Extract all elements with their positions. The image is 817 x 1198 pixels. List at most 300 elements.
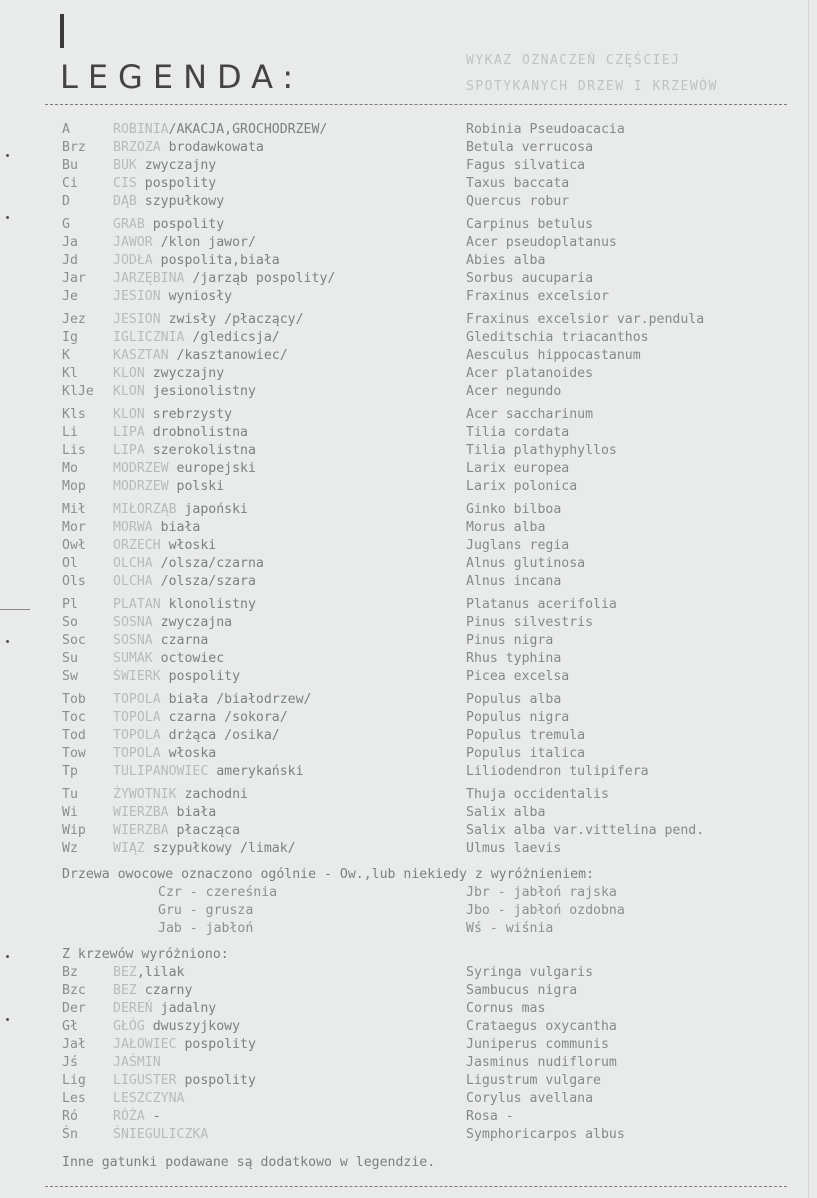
entry-abbreviation: Wz	[62, 841, 78, 856]
entry-polish-name	[113, 139, 264, 157]
entry-latin-name: Acer negundo	[466, 384, 562, 399]
entry-polish-name	[113, 668, 240, 686]
legend-entry	[0, 555, 817, 573]
entry-polish-name	[113, 501, 248, 519]
entry-polish-name	[113, 175, 216, 193]
entry-abbreviation: Les	[62, 1091, 86, 1106]
entry-latin-name: Jasminus nudiflorum	[466, 1055, 617, 1070]
entry-polish-name	[113, 709, 288, 727]
entry-polish-descriptor: pospolity	[144, 217, 225, 232]
entry-polish-name	[113, 596, 256, 614]
legend-entry	[0, 537, 817, 555]
entry-polish-name	[113, 650, 224, 668]
entry-abbreviation: Ró	[62, 1109, 78, 1124]
entry-polish-descriptor: włoski	[160, 538, 217, 553]
legend-entry	[0, 614, 817, 632]
entry-polish-genus: KLON	[113, 366, 145, 381]
entry-polish-genus: GŁÓG	[113, 1019, 145, 1034]
entry-polish-descriptor: /gledicsja/	[184, 330, 280, 345]
entry-abbreviation: Śn	[62, 1127, 78, 1142]
entry-abbreviation: G	[62, 217, 70, 232]
entry-polish-genus: SOSNA	[113, 615, 153, 630]
entry-polish-name	[113, 424, 248, 442]
entry-polish-name	[113, 347, 288, 365]
entry-abbreviation: Ci	[62, 176, 78, 191]
legend-entry	[0, 252, 817, 270]
entry-latin-name: Fraxinus excelsior var.pendula	[466, 312, 705, 327]
entry-abbreviation: Su	[62, 651, 78, 666]
entry-abbreviation: Sw	[62, 669, 78, 684]
entry-polish-genus: OLCHA	[113, 574, 153, 589]
entry-abbreviation: Bzc	[62, 983, 86, 998]
entry-polish-descriptor: drobnolistna	[144, 425, 248, 440]
legend-entry	[0, 193, 817, 211]
entry-abbreviation: Jał	[62, 1037, 86, 1052]
entry-abbreviation: Kls	[62, 407, 86, 422]
entry-polish-name	[113, 614, 232, 632]
entry-polish-descriptor: wyniosły	[160, 289, 233, 304]
legend-entry	[0, 1018, 817, 1036]
entry-polish-name	[113, 555, 264, 573]
entry-polish-descriptor: włoska	[160, 746, 217, 761]
entry-polish-genus: JODŁA	[113, 253, 153, 268]
entry-polish-descriptor: jadalny	[152, 1001, 217, 1016]
legend-entry	[0, 1090, 817, 1108]
entry-polish-name	[113, 442, 256, 460]
entry-polish-genus: WIERZBA	[113, 823, 169, 838]
entry-latin-name: Larix polonica	[466, 479, 578, 494]
legend-entry	[0, 1036, 817, 1054]
entry-polish-name	[113, 193, 224, 211]
entry-polish-name	[113, 270, 335, 288]
entry-latin-name: Abies alba	[466, 253, 546, 268]
entry-abbreviation: Ig	[62, 330, 78, 345]
entry-polish-genus: OLCHA	[113, 556, 153, 571]
legend-entry	[0, 786, 817, 804]
entry-polish-descriptor: japoński	[176, 502, 248, 517]
legend-entry	[0, 519, 817, 537]
legend-entry	[0, 691, 817, 709]
entry-latin-name: Ligustrum vulgare	[466, 1073, 601, 1088]
entry-abbreviation: Lig	[62, 1073, 86, 1088]
entry-polish-genus: LIPA	[113, 443, 145, 458]
legend-entry	[0, 763, 817, 781]
entry-abbreviation: Jd	[62, 253, 78, 268]
section-number	[60, 14, 64, 48]
entry-polish-descriptor: ,lilak	[136, 965, 185, 980]
entry-polish-descriptor: zwyczajna	[152, 615, 233, 630]
entry-polish-name	[113, 1018, 240, 1036]
shrubs-heading: Z krzewów wyróżniono:	[62, 947, 229, 962]
entry-polish-genus: WIERZBA	[113, 805, 169, 820]
entry-abbreviation: Wi	[62, 805, 78, 820]
entry-latin-name: Picea excelsa	[466, 669, 570, 684]
entry-polish-descriptor: /olsza/szara	[152, 574, 256, 589]
entry-polish-descriptor: szypułkowy	[136, 194, 225, 209]
fruit-left-item: Jab - jabłoń	[158, 921, 254, 936]
entry-abbreviation: Jś	[62, 1055, 78, 1070]
legend-title: LEGENDA:	[60, 58, 304, 96]
entry-polish-descriptor: brodawkowata	[160, 140, 264, 155]
entry-polish-descriptor: pospolity	[136, 176, 217, 191]
entry-latin-name: Cornus mas	[466, 1001, 546, 1016]
entry-polish-name	[113, 478, 224, 496]
entry-polish-descriptor: europejski	[168, 461, 256, 476]
entry-polish-genus: ŻYWOTNIK	[113, 787, 177, 802]
entry-latin-name: Tilia cordata	[466, 425, 570, 440]
entry-latin-name: Populus nigra	[466, 710, 570, 725]
entry-polish-name	[113, 691, 312, 709]
subtitle-line-1: WYKAZ OZNACZEŃ CZĘŚCIEJ	[466, 53, 681, 68]
legend-entry	[0, 460, 817, 478]
entry-polish-name	[113, 329, 280, 347]
entry-polish-name	[113, 1090, 184, 1108]
entry-polish-genus: JAŁOWIEC	[113, 1037, 177, 1052]
entry-latin-name: Sambucus nigra	[466, 983, 578, 998]
legend-entry	[0, 383, 817, 401]
entry-polish-name	[113, 763, 304, 781]
entry-latin-name: Thuja occidentalis	[466, 787, 609, 802]
entry-polish-descriptor: czarna /sokora/	[160, 710, 288, 725]
entry-polish-descriptor: /olsza/czarna	[152, 556, 264, 571]
entry-polish-name	[113, 311, 304, 329]
legend-entry	[0, 270, 817, 288]
entry-polish-genus: TOPOLA	[113, 692, 161, 707]
entry-polish-genus: KLON	[113, 407, 145, 422]
entry-latin-name: Syringa vulgaris	[466, 965, 594, 980]
legend-entry	[0, 745, 817, 763]
legend-entry	[0, 478, 817, 496]
entry-polish-descriptor: pospolita,biała	[152, 253, 280, 268]
legend-entry	[0, 501, 817, 519]
entry-polish-name	[113, 288, 232, 306]
entry-polish-name	[113, 1036, 256, 1054]
legend-entry	[0, 1054, 817, 1072]
legend-entry	[0, 288, 817, 306]
entry-polish-name	[113, 519, 200, 537]
entry-latin-name: Larix europea	[466, 461, 570, 476]
entry-latin-name: Corylus avellana	[466, 1091, 594, 1106]
footer-note: Inne gatunki podawane są dodatkowo w legendzie.	[62, 1155, 436, 1170]
entry-polish-descriptor: drżąca /osika/	[160, 728, 280, 743]
entry-latin-name: Alnus glutinosa	[466, 556, 586, 571]
entry-latin-name: Symphoricarpos albus	[466, 1127, 625, 1142]
entry-polish-descriptor: biała	[168, 805, 217, 820]
legend-entry	[0, 329, 817, 347]
entry-abbreviation: Wip	[62, 823, 86, 838]
entry-polish-descriptor: szypułkowy /limak/	[144, 841, 296, 856]
entry-polish-descriptor: amerykański	[208, 764, 304, 779]
fruit-right-item: Jbr - jabłoń rajska	[466, 885, 617, 900]
entry-polish-genus: RÓŻA	[113, 1109, 145, 1124]
entry-polish-name	[113, 383, 256, 401]
entry-polish-genus: BRZOZA	[113, 140, 161, 155]
entry-polish-name	[113, 365, 224, 383]
entry-polish-genus: ORZECH	[113, 538, 161, 553]
entry-polish-descriptor: biała /białodrzew/	[160, 692, 312, 707]
legend-entry	[0, 157, 817, 175]
entry-latin-name: Sorbus aucuparia	[466, 271, 594, 286]
entry-polish-genus: TULIPANOWIEC	[113, 764, 209, 779]
entry-polish-genus: KASZTAN	[113, 348, 169, 363]
entry-abbreviation: Mił	[62, 502, 86, 517]
subtitle-line-2: SPOTYKANYCH DRZEW I KRZEWÓW	[466, 79, 718, 94]
entry-polish-genus: WIĄZ	[113, 841, 145, 856]
entry-abbreviation: Mor	[62, 520, 86, 535]
legend-entry	[0, 727, 817, 745]
entry-polish-descriptor: /AKACJA,GROCHODRZEW/	[168, 122, 328, 137]
entry-polish-descriptor: polski	[168, 479, 225, 494]
entry-abbreviation: A	[62, 122, 70, 137]
fruit-right-item: Jbo - jabłoń ozdobna	[466, 903, 625, 918]
entry-latin-name: Betula verrucosa	[466, 140, 594, 155]
entry-latin-name: Aesculus hippocastanum	[466, 348, 641, 363]
entry-polish-descriptor: /kasztanowiec/	[168, 348, 288, 363]
entry-abbreviation: Bz	[62, 965, 78, 980]
footer-rule	[45, 1186, 787, 1187]
entry-polish-name	[113, 460, 256, 478]
entry-polish-genus: TOPOLA	[113, 746, 161, 761]
entry-polish-genus: BUK	[113, 158, 137, 173]
entry-polish-genus: ŚWIERK	[113, 669, 161, 684]
entry-polish-genus: TOPOLA	[113, 710, 161, 725]
entry-polish-name	[113, 982, 192, 1000]
legend-entry	[0, 1126, 817, 1144]
entry-polish-name	[113, 406, 232, 424]
entry-latin-name: Tilia plathyphyllos	[466, 443, 617, 458]
entry-latin-name: Acer saccharinum	[466, 407, 594, 422]
entry-abbreviation: Ol	[62, 556, 78, 571]
entry-polish-name	[113, 1126, 208, 1144]
entry-latin-name: Robinia Pseudoacacia	[466, 122, 625, 137]
entry-latin-name: Crataegus oxycantha	[466, 1019, 617, 1034]
entry-abbreviation: Toc	[62, 710, 86, 725]
entry-polish-descriptor: octowiec	[152, 651, 225, 666]
entry-polish-genus: PLATAN	[113, 597, 161, 612]
entry-latin-name: Carpinus betulus	[466, 217, 594, 232]
entry-abbreviation: Li	[62, 425, 78, 440]
entry-abbreviation: Pl	[62, 597, 78, 612]
entry-abbreviation: Tp	[62, 764, 78, 779]
entry-abbreviation: Bu	[62, 158, 78, 173]
entry-polish-name	[113, 1054, 161, 1072]
entry-polish-genus: MODRZEW	[113, 461, 169, 476]
legend-entry	[0, 424, 817, 442]
entry-polish-genus: MORWA	[113, 520, 153, 535]
legend-entry	[0, 365, 817, 383]
entry-polish-descriptor: pospolity	[176, 1073, 256, 1088]
entry-polish-descriptor: -	[144, 1109, 161, 1124]
entry-polish-genus: DEREŃ	[113, 1001, 153, 1016]
legend-entry	[0, 982, 817, 1000]
legend-entry	[0, 442, 817, 460]
entry-polish-name	[113, 121, 327, 139]
entry-latin-name: Ulmus laevis	[466, 841, 562, 856]
entry-latin-name: Acer pseudoplatanus	[466, 235, 617, 250]
entry-latin-name: Alnus incana	[466, 574, 562, 589]
entry-abbreviation: So	[62, 615, 78, 630]
legend-entry	[0, 709, 817, 727]
legend-entry	[0, 234, 817, 252]
entry-polish-name	[113, 786, 248, 804]
entry-polish-descriptor: biała	[152, 520, 201, 535]
entry-polish-descriptor: dwuszyjkowy	[144, 1019, 241, 1034]
entry-polish-genus: SUMAK	[113, 651, 153, 666]
legend-entry	[0, 1000, 817, 1018]
entry-latin-name: Acer platanoides	[466, 366, 594, 381]
entry-latin-name: Salix alba	[466, 805, 546, 820]
entry-abbreviation: Jar	[62, 271, 86, 286]
legend-entry	[0, 632, 817, 650]
entry-polish-descriptor: jesionolistny	[144, 384, 256, 399]
entry-abbreviation: Gł	[62, 1019, 78, 1034]
entry-polish-genus: MIŁORZĄB	[113, 502, 177, 517]
entry-polish-descriptor: /jarząb pospolity/	[184, 271, 336, 286]
entry-polish-genus: IGLICZNIA	[113, 330, 185, 345]
entry-polish-name	[113, 1108, 161, 1126]
entry-latin-name: Gleditschia triacanthos	[466, 330, 649, 345]
entry-polish-descriptor: klonolistny	[160, 597, 256, 612]
entry-polish-genus: JAWOR	[113, 235, 153, 250]
entry-polish-descriptor: pospolity	[160, 669, 241, 684]
entry-abbreviation: D	[62, 194, 70, 209]
entry-latin-name: Populus tremula	[466, 728, 586, 743]
entry-polish-genus: JESION	[113, 289, 161, 304]
entry-polish-descriptor: srebrzysty	[144, 407, 233, 422]
legend-entry	[0, 216, 817, 234]
punch-hole-mark	[6, 955, 9, 958]
header-rule	[45, 104, 787, 105]
entry-abbreviation: Brz	[62, 140, 86, 155]
entry-latin-name: Morus alba	[466, 520, 546, 535]
entry-abbreviation: Tob	[62, 692, 86, 707]
entry-polish-descriptor: płacząca	[168, 823, 241, 838]
entry-polish-name	[113, 964, 184, 982]
fruit-right-item: Wś - wiśnia	[466, 921, 554, 936]
entry-polish-genus: JARZĘBINA	[113, 271, 185, 286]
legend-entry	[0, 406, 817, 424]
entry-polish-genus: DĄB	[113, 194, 137, 209]
entry-polish-genus: KLON	[113, 384, 145, 399]
entry-polish-descriptor: /klon jawor/	[152, 235, 256, 250]
entry-latin-name: Populus italica	[466, 746, 586, 761]
entry-latin-name: Pinus silvestris	[466, 615, 594, 630]
legend-entry	[0, 822, 817, 840]
entry-abbreviation: Soc	[62, 633, 86, 648]
entry-polish-descriptor: zwyczajny	[144, 366, 225, 381]
entry-latin-name: Liliodendron tulipifera	[466, 764, 649, 779]
entry-polish-name	[113, 727, 280, 745]
entry-latin-name: Fraxinus excelsior	[466, 289, 609, 304]
entry-polish-name	[113, 216, 224, 234]
entry-polish-genus: LESZCZYNA	[113, 1091, 185, 1106]
fruit-left-item: Gru - grusza	[158, 903, 254, 918]
entry-latin-name: Quercus robur	[466, 194, 570, 209]
entry-latin-name: Populus alba	[466, 692, 562, 707]
entry-latin-name: Pinus nigra	[466, 633, 554, 648]
legend-entry	[0, 1072, 817, 1090]
legend-entry	[0, 175, 817, 193]
entry-latin-name: Ginko bilboa	[466, 502, 562, 517]
entry-polish-genus: ŚNIEGULICZKA	[113, 1127, 209, 1142]
entry-latin-name: Rosa -	[466, 1109, 514, 1124]
entry-latin-name: Fagus silvatica	[466, 158, 586, 173]
entry-polish-genus: SOSNA	[113, 633, 153, 648]
entry-abbreviation: Der	[62, 1001, 86, 1016]
entry-abbreviation: Je	[62, 289, 78, 304]
entry-polish-descriptor: czarny	[136, 983, 193, 998]
entry-polish-descriptor: zwyczajny	[136, 158, 217, 173]
entry-polish-genus: JAŚMIN	[113, 1055, 161, 1070]
entry-polish-name	[113, 804, 216, 822]
legend-entry	[0, 964, 817, 982]
entry-polish-name	[113, 573, 256, 591]
entry-polish-genus: BEZ	[113, 965, 137, 980]
entry-polish-name	[113, 537, 216, 555]
entry-polish-name	[113, 1000, 216, 1018]
entry-latin-name: Juglans regia	[466, 538, 570, 553]
entry-abbreviation: Jez	[62, 312, 86, 327]
legend-entry	[0, 139, 817, 157]
entry-latin-name: Platanus acerifolia	[466, 597, 617, 612]
entry-polish-genus: CIS	[113, 176, 137, 191]
legend-entry	[0, 347, 817, 365]
entry-abbreviation: Ols	[62, 574, 86, 589]
legend-entry	[0, 596, 817, 614]
entry-polish-name	[113, 234, 256, 252]
entry-polish-descriptor: szerokolistna	[144, 443, 256, 458]
entry-abbreviation: Ja	[62, 235, 78, 250]
entry-latin-name: Rhus typhina	[466, 651, 562, 666]
legend-entry	[0, 650, 817, 668]
entry-latin-name: Juniperus communis	[466, 1037, 609, 1052]
entry-polish-genus: LIGUSTER	[113, 1073, 177, 1088]
entry-polish-descriptor: zwisły /płaczący/	[160, 312, 304, 327]
entry-abbreviation: K	[62, 348, 70, 363]
entry-polish-name	[113, 632, 208, 650]
entry-abbreviation: Tod	[62, 728, 86, 743]
entry-abbreviation: Mop	[62, 479, 86, 494]
legend-entry	[0, 1108, 817, 1126]
entry-abbreviation: Tow	[62, 746, 86, 761]
legend-entry	[0, 668, 817, 686]
entry-polish-name	[113, 840, 296, 858]
entry-polish-name	[113, 1072, 256, 1090]
entry-polish-genus: BEZ	[113, 983, 137, 998]
entry-polish-name	[113, 252, 280, 270]
entry-polish-descriptor: czarna	[152, 633, 209, 648]
entry-abbreviation: Tu	[62, 787, 78, 802]
legend-entry	[0, 804, 817, 822]
entry-polish-genus: TOPOLA	[113, 728, 161, 743]
entry-abbreviation: Owł	[62, 538, 86, 553]
entry-polish-genus: LIPA	[113, 425, 145, 440]
legend-entry	[0, 311, 817, 329]
entry-latin-name: Salix alba var.vittelina pend.	[466, 823, 705, 838]
entry-abbreviation: Mo	[62, 461, 78, 476]
fruit-left-item: Czr - czereśnia	[158, 885, 278, 900]
entry-polish-name	[113, 157, 216, 175]
entry-polish-genus: ROBINIA	[113, 122, 169, 137]
legend-entry	[0, 573, 817, 591]
legend-entry	[0, 121, 817, 139]
legend-entry	[0, 840, 817, 858]
entry-abbreviation: KlJe	[62, 384, 94, 399]
entry-abbreviation: Kl	[62, 366, 78, 381]
entry-polish-genus: GRAB	[113, 217, 145, 232]
entry-polish-descriptor: zachodni	[176, 787, 248, 802]
entry-latin-name: Taxus baccata	[466, 176, 570, 191]
